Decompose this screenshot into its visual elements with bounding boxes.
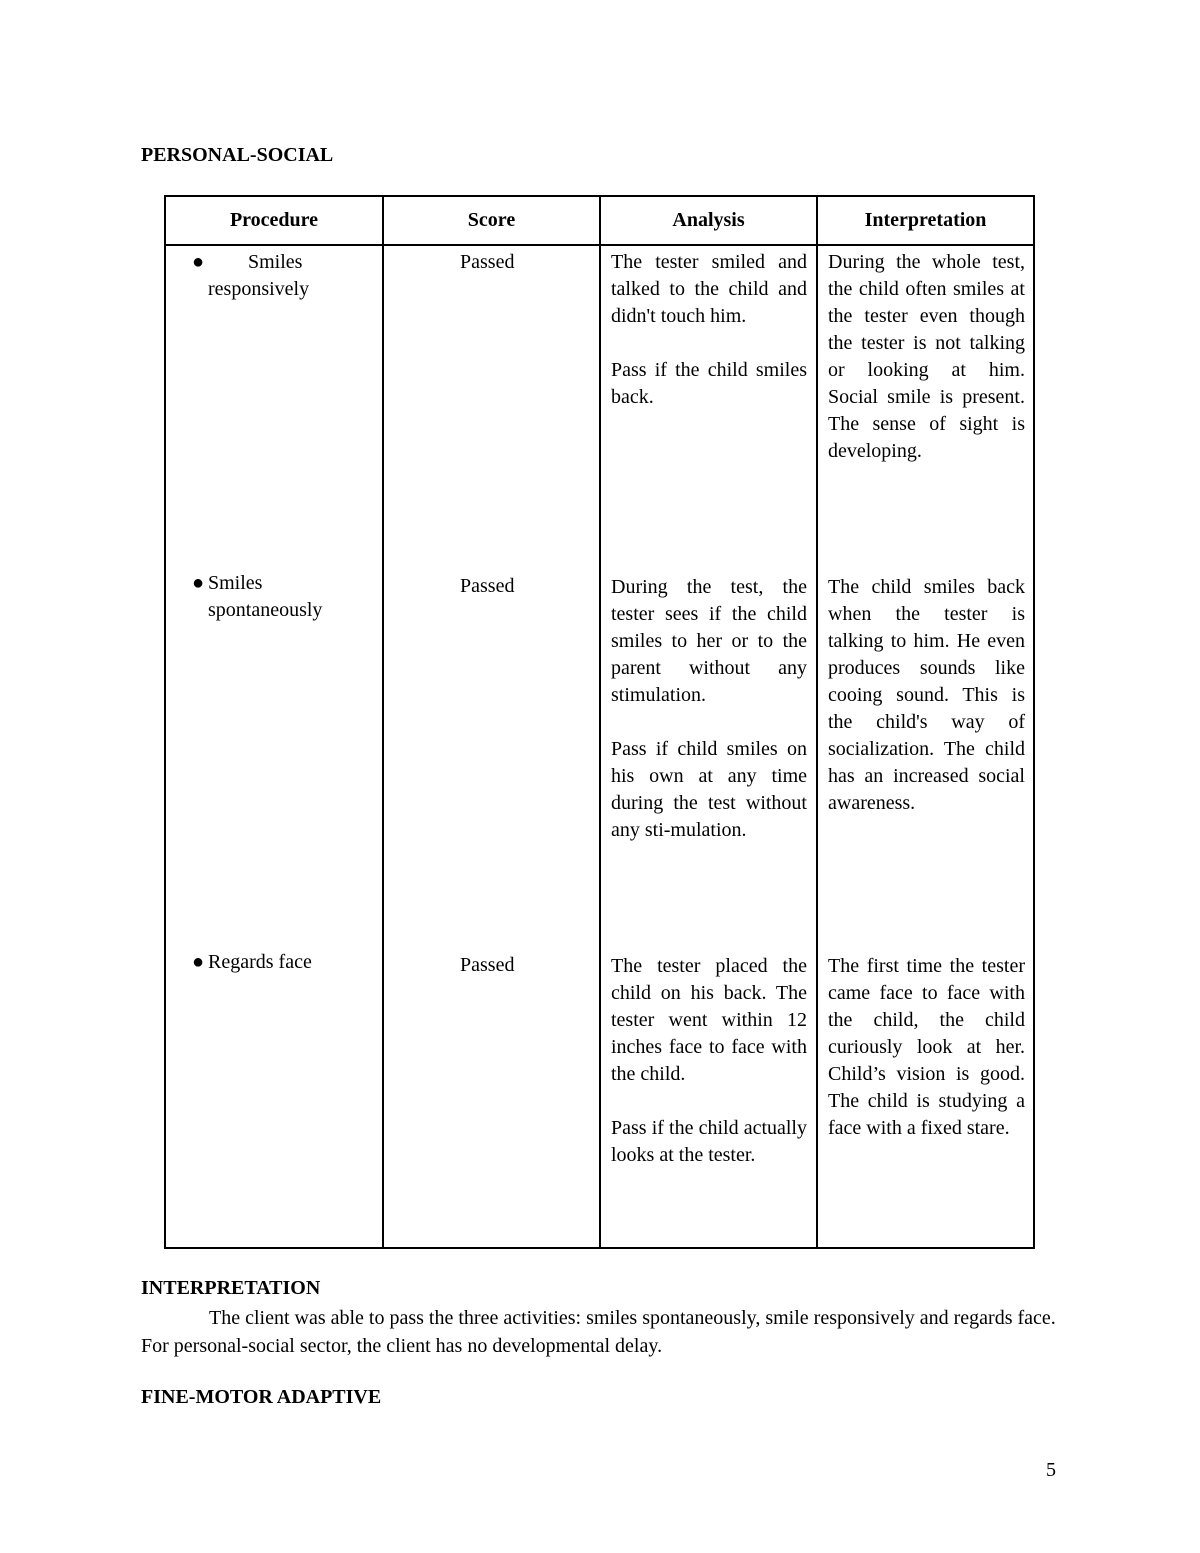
procedure-cell: Regards face — [208, 951, 312, 973]
interpretation-cell: During the whole test, the child often smiles at the tester even though the tester is not talking or looking at him. Social smile is present. The sense of sight is developing. — [828, 251, 1025, 462]
analysis-text: The tester smiled and talked to the child and didn't touch him. — [611, 251, 807, 327]
assessment-table — [164, 195, 1035, 1249]
score-cell: Passed — [460, 575, 515, 597]
analysis-cell — [611, 574, 807, 844]
next-section-heading: FINE-MOTOR ADAPTIVE — [141, 1386, 382, 1408]
interpretation-cell: The child smiles back when the tester is talking to him. He even produces sounds like cooing sound. This is the child's way of socialization. The child has an increased social awareness. — [828, 576, 1025, 814]
bullet-icon: ● — [192, 251, 205, 273]
header-analysis: Analysis — [672, 209, 745, 231]
interpretation-text: The client was able to pass the three activities: smiles spontaneously, smile responsively and regards face. For personal-social sector, the client has no developmental delay. — [141, 1307, 1056, 1357]
analysis-pass-criteria: Pass if the child actually looks at the tester. — [611, 1117, 807, 1166]
score-cell: Passed — [460, 954, 515, 976]
header-procedure: Procedure — [229, 209, 319, 231]
analysis-text: During the test, the tester sees if the child smiles to her or to the parent without any stimulation. — [611, 576, 807, 706]
analysis-cell — [611, 953, 807, 1169]
interpretation-paragraph — [141, 1304, 1061, 1360]
analysis-pass-criteria: Pass if the child smiles back. — [611, 359, 807, 408]
procedure-cell: Smiles responsively — [208, 251, 310, 300]
bullet-icon: ● — [192, 951, 205, 973]
section-heading: PERSONAL-SOCIAL — [141, 144, 334, 166]
header-score: Score — [467, 209, 516, 231]
column-divider — [382, 197, 384, 1247]
page-number: 5 — [1046, 1459, 1056, 1481]
interpretation-cell: The first time the tester came face to face with the child, the child curiously look at her. Child’s vision is good. The child is studying a face with a fixed stare. — [828, 955, 1025, 1139]
header-interpretation: Interpretation — [864, 209, 987, 231]
interpretation-heading: INTERPRETATION — [141, 1277, 321, 1299]
column-divider — [816, 197, 818, 1247]
bullet-icon: ● — [192, 572, 205, 594]
procedure-cell: Smiles spontaneously — [208, 572, 323, 621]
analysis-cell — [611, 249, 807, 411]
column-divider — [599, 197, 601, 1247]
score-cell: Passed — [460, 251, 515, 273]
analysis-pass-criteria: Pass if child smiles on his own at any time during the test without any sti-mulation. — [611, 738, 807, 841]
analysis-text: The tester placed the child on his back. The tester went within 12 inches face to face with the child. — [611, 955, 807, 1085]
